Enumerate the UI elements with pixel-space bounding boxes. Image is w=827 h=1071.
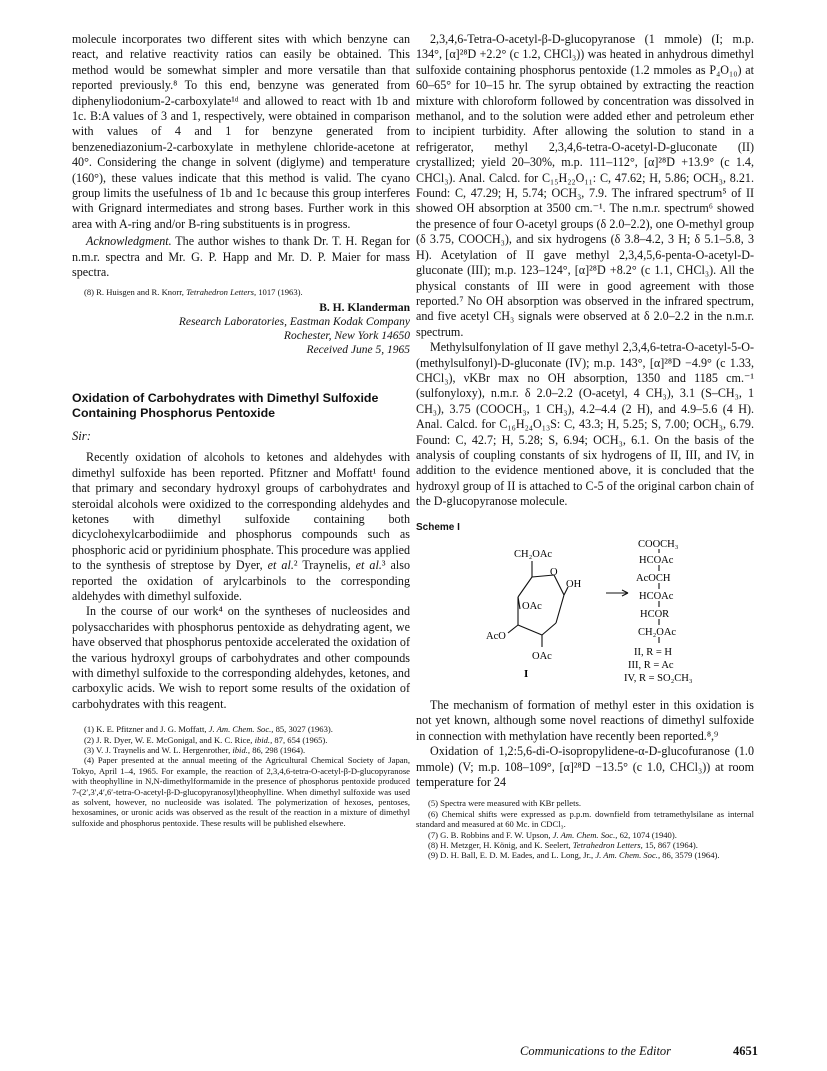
ack-text: The author wishes to thank Dr. T. H. Regan for n.m.r. spectra and Mr. G. P. Happ and Mr. D. P. Maier for mass spectra. <box>72 234 410 280</box>
journal-section: Communications to the Editor <box>520 1044 672 1058</box>
ack-label: Acknowledgment. <box>86 234 172 249</box>
footnote-9: (9) D. H. Ball, E. D. M. Eades, and L. Long, Jr., J. Am. Chem. Soc., 86, 3579 (1964). <box>428 850 720 861</box>
ring-aco: AcO <box>486 631 506 642</box>
left-column <box>72 32 410 828</box>
author-affiliation: Research Laboratories, Eastman Kodak Company <box>178 315 410 328</box>
chain-hcor: HCOR <box>640 609 670 620</box>
footnote-7: (7) G. B. Robbins and F. W. Upson, J. Am. Chem. Soc., 62, 1074 (1940). <box>428 829 677 840</box>
ring-oac-2: OAc <box>532 651 552 662</box>
ring-oh: OH <box>566 579 582 590</box>
article-title: Oxidation of Carbohydrates with Dimethyl Sulfoxide Containing Phosphorus Pentoxide <box>72 390 379 420</box>
salutation: Sir: <box>72 428 91 443</box>
r-definition-II: II, R = H <box>634 647 673 658</box>
author-location: Rochester, New York 14650 <box>283 329 410 342</box>
chain-acoch: AcOCH <box>636 573 671 584</box>
paragraph-1: Recently oxidation of alcohols to ketones and aldehydes with dimethyl sulfoxide has been reported. Pfitzner and Moffatt¹ found that primary and secondary hydroxyl groups of carbohydrates and steroidal alcohols were oxidized to the corresponding aldehydes and ketones with dimethyl sulfoxide containing both dicyclohexylcarbodiimide and phosphorus compounds such as phosphoric acid or pyridinium phosphate. This procedure was applied to the synthesis of streptose by Dyer, et al.² Traynelis, et al.³ also reported the oxidation of arylcarbinols to the corresponding aldehydes with dimethyl sulfoxide. <box>72 450 410 603</box>
compound-label-I: I <box>524 668 529 680</box>
chain-ch2oac: CH₂OAc <box>638 627 677 638</box>
page-number: 4651 <box>733 1044 758 1058</box>
scheme-diagram <box>416 535 754 685</box>
paragraph-2: In the course of our work⁴ on the syntheses of nucleosides and polysaccharides with phosphorus pentoxide as dehydrating agent, we have observed that phosphorus pentoxide accelerated the oxidation of the various hydroxyl groups of carbohydrates and other compounds with dimethyl sulfoxide to the corresponding aldehydes, ketones, and carboxylic acids. We wish to report some results of the oxidation of carbohydrates with this reagent. <box>72 604 410 711</box>
chain-hcoac-2: HCOAc <box>639 591 674 602</box>
received-date: Received June 5, 1965 <box>306 343 410 356</box>
scheme-label: Scheme I <box>416 521 460 533</box>
paragraph-6: Oxidation of 1,2:5,6-di-O-isopropylidene-α-D-glucofuranose (1.0 mmole) (V; m.p. 108–109°, [α]²⁸D −13.5° (c 1.0, CHCl₃)) at room temperature for 24 <box>416 744 754 790</box>
footnote-8-left: (8) R. Huisgen and R. Knorr, Tetrahedron Letters, 1017 (1963). <box>84 286 303 297</box>
page-footer <box>520 1044 758 1059</box>
intro-paragraph: molecule incorporates two different sites with which benzyne can react, and relative reactivity ratios can easily be obtained. This method would be somewhat simpler and more versatile than that reported previously.⁸ To this end, benzyne was generated from diphenyliodonium-2-carboxylate¹ᵈ and allowed to react with 1b and 1c. B:A values of 3 and 1, respectively, were obtained in comparison with values of 4 and 1 for benzyne generated from benzenediazonium-2-carboxylate in methylene chloride-acetone at 40°. Considering the change in solvent (diglyme) and temperature (160°), these values indicate that this method is valid. The cyano group limits the usefulness of 1b and 1c because this group interferes with Grignard intermediates and strong bases. Further work in this area with A-ring and/or B-ring substituents is in progress. <box>72 32 410 231</box>
chain-cooch3: COOCH₃ <box>638 539 679 550</box>
r-definition-IV: IV, R = SO₂CH₃ <box>624 673 693 684</box>
paragraph-4: Methylsulfonylation of II gave methyl 2,3,4,6-tetra-O-acetyl-5-O-(methylsulfonyl)-D-gluconate (IV); m.p. 143°, [α]²⁸D −4.9° (c 1.33, CHCl₃), νKBr max no OH absorption, 1350 and 1185 cm.⁻¹ (sulfonyloxy), n.m.r. δ 2.0–2.2 (O-acetyl, 4 CH₃), 3.1 (S–CH₃, 1 CH₃), 3.75 (COOCH₃, 1 CH₃), 4.2–4.4 (2 H), and 4.9–5.6 (4 H). Anal. Calcd. for C₁₆H₂₄O₁₃S: C, 43.3; H, 5.25; S, 7.00; OCH₃, 6.79. Found: C, 42.7; H, 5.28; S, 6.94; OCH₃, 6.1. On the basis of the analysis of coupling constants of six hydrogens of II, III, and IV, in addition to the evidence mentioned above, it is concluded that the hydroxyl group of II is attached to C-5 of the original carbon chain of the D-glucopyranose molecule. <box>416 340 754 509</box>
author-name: B. H. Klanderman <box>319 301 410 314</box>
footnote-2: (2) J. R. Dyer, W. E. McGonigal, and K. C. Rice, ibid., 87, 654 (1965). <box>84 734 328 745</box>
chain-hcoac-1: HCOAc <box>639 555 674 566</box>
footnote-4: (4) Paper presented at the annual meeting of the Agricultural Chemical Society of Japan, Tokyo, April 1–4, 1965. For example, the reaction of 2,3,4,6-tetra-O-acetyl-β-D-glucopyranose with theophylline in N,N-dimethylformamide in the presence of phosphorus pentoxide produced 7-(2′,3′,4′,6′-tetra-O-acetyl-β-D-glucopyranosyl)theophylline. When dimethyl sulfoxide was used as solvent, however, no nucleoside was isolated. The polymerization of hexoses, pentoses, hexosamines, or uronic acids was observed as the result of the reaction in a mixture of dimethyl sulfoxide and phosphorus pentoxide. These results will be published elsewhere. <box>72 755 410 828</box>
ring-ch2oac: CH₂OAc <box>514 549 553 560</box>
paragraph-3: 2,3,4,6-Tetra-O-acetyl-β-D-glucopyranose (1 mmole) (I; m.p. 134°, [α]²⁸D +2.2° (c 1.2, CHCl₃)) was heated in anhydrous dimethyl sulfoxide containing phosphorus pentoxide (1.2 mmoles as P₄O₁₀) at 60–65° for 10–15 hr. The syrup obtained by extracting the reaction mixture with chloroform followed by concentration was dissolved in methanol, and to the solution were added ether and petroleum ether to incipient turbidity. After allowing the solution to stand in a refrigerator, methyl 2,3,4,6-tetra-O-acetyl-D-gluconate (II) crystallized; yield 20–30%, m.p. 111–112°, [α]²⁸D +13.9° (c 1.4, CHCl₃). Anal. Calcd. for C₁₅H₂₂O₁₁: C, 47.62; H, 5.86; OCH₃, 8.21. Found: C, 47.29; H, 5.74; OCH₃, 7.9. The infrared spectrum⁵ of II showed OH absorption at 3500 cm.⁻¹. The n.m.r. spectrum⁶ showed the presence of four O-acetyl groups (δ 2.0–2.2), one O-methyl group (δ 3.75, COOCH₃), and six hydrogens (δ 3.8–4.2, 3 H; δ 5.1–5.8, 3 H). Acetylation of II gave methyl 2,3,4,5,6-penta-O-acetyl-D-gluconate (III); m.p. 123–124°, [α]²⁸D +8.2° (c 1.1, CHCl₃). All the physical constants of III were in good agreement with those reported.⁷ No OH absorption was observed in the infrared spectrum, and five acetyl CH₃ signals were observed at δ 2.0–2.2 in the n.m.r. spectrum. <box>416 32 754 339</box>
right-column <box>416 32 754 861</box>
acknowledgment <box>72 234 410 280</box>
ring-oxygen: O <box>550 567 558 578</box>
footnote-5: (5) Spectra were measured with KBr pellets. <box>428 798 581 809</box>
paragraph-5: The mechanism of formation of methyl ester in this oxidation is not yet known, although some novel reactions of dimethyl sulfoxide in connection with methylation have recently been reported.⁸,⁹ <box>416 698 754 743</box>
footnote-6: (6) Chemical shifts were expressed as p.p.m. downfield from tetramethylsilane as internal standard and measured at 60 Mc. in CDCl₃. <box>416 808 754 830</box>
footnote-1: (1) K. E. Pfitzner and J. G. Moffatt, J. Am. Chem. Soc., 85, 3027 (1963). <box>84 724 333 735</box>
r-definition-III: III, R = Ac <box>628 660 674 671</box>
ring-oac-1: OAc <box>522 601 542 612</box>
footnote-8: (8) H. Metzger, H. König, and K. Seelert, Tetrahedron Letters, 15, 867 (1964). <box>428 840 698 851</box>
footnote-3: (3) V. J. Traynelis and W. L. Hergenrother, ibid., 86, 298 (1964). <box>84 745 306 756</box>
